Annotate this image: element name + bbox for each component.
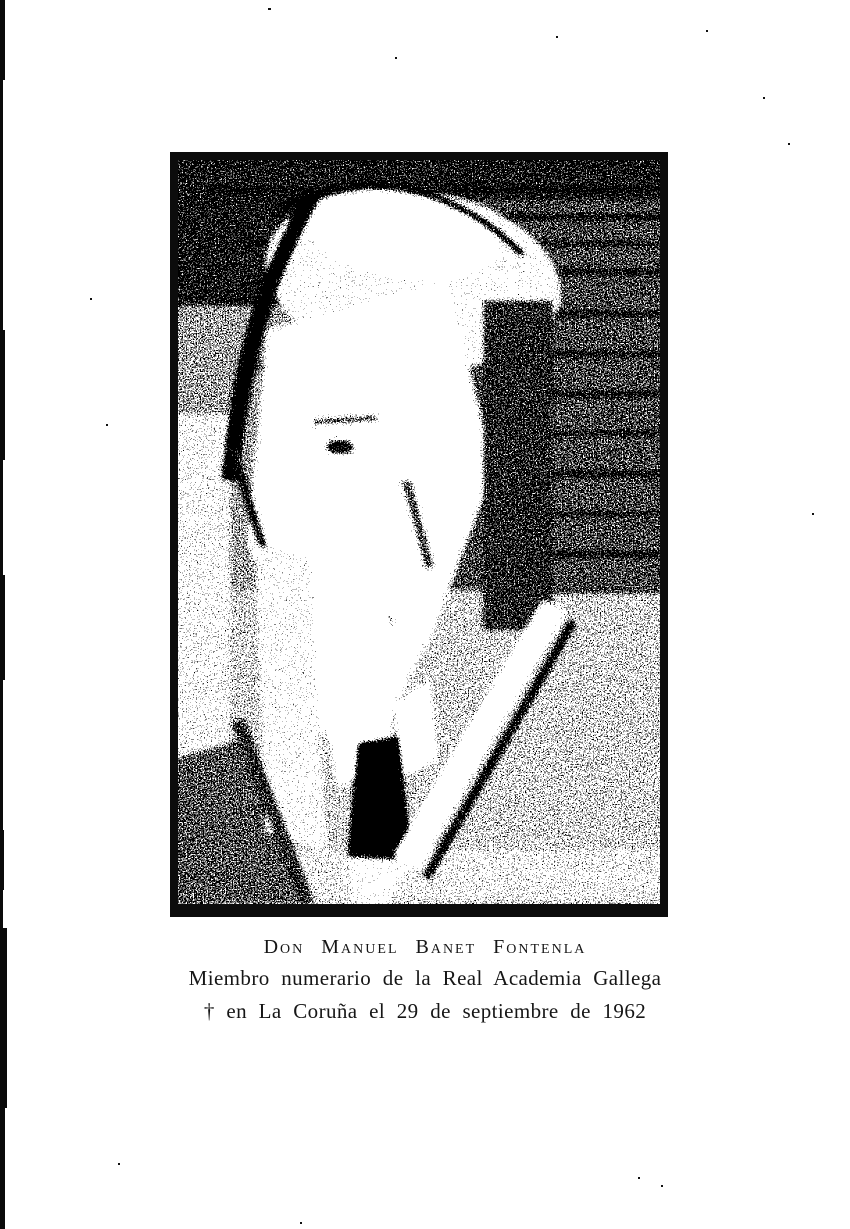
scan-speck (812, 513, 814, 515)
scan-speck (118, 1163, 120, 1165)
caption-name-line: Don Manuel Banet Fontenla (263, 936, 587, 958)
scan-speck (706, 30, 708, 32)
binding-edge-segment (0, 928, 7, 1108)
scan-speck (395, 57, 397, 59)
binding-edge-segment (0, 330, 5, 460)
scan-speck (788, 143, 790, 145)
portrait-photo-frame (170, 152, 668, 917)
scan-speck (661, 1185, 663, 1187)
binding-edge-segment (0, 830, 4, 890)
binding-edge-segment (0, 575, 5, 680)
scan-speck (638, 1177, 640, 1179)
scan-speck (763, 97, 765, 99)
binding-edge-segment (0, 0, 5, 80)
caption-membership-line: Miembro numerario de la Real Academia Gallega (188, 966, 662, 990)
scan-speck (556, 36, 558, 38)
binding-edge-segment (0, 1105, 5, 1229)
scan-speck (300, 1222, 302, 1224)
scan-speck (268, 8, 271, 10)
scan-speck (106, 424, 108, 426)
scan-speck (90, 298, 92, 300)
scan-speck (220, 186, 222, 188)
portrait-halftone-image (178, 160, 660, 904)
caption-death-line: † en La Coruña el 29 de septiembre de 1962 (203, 999, 647, 1023)
